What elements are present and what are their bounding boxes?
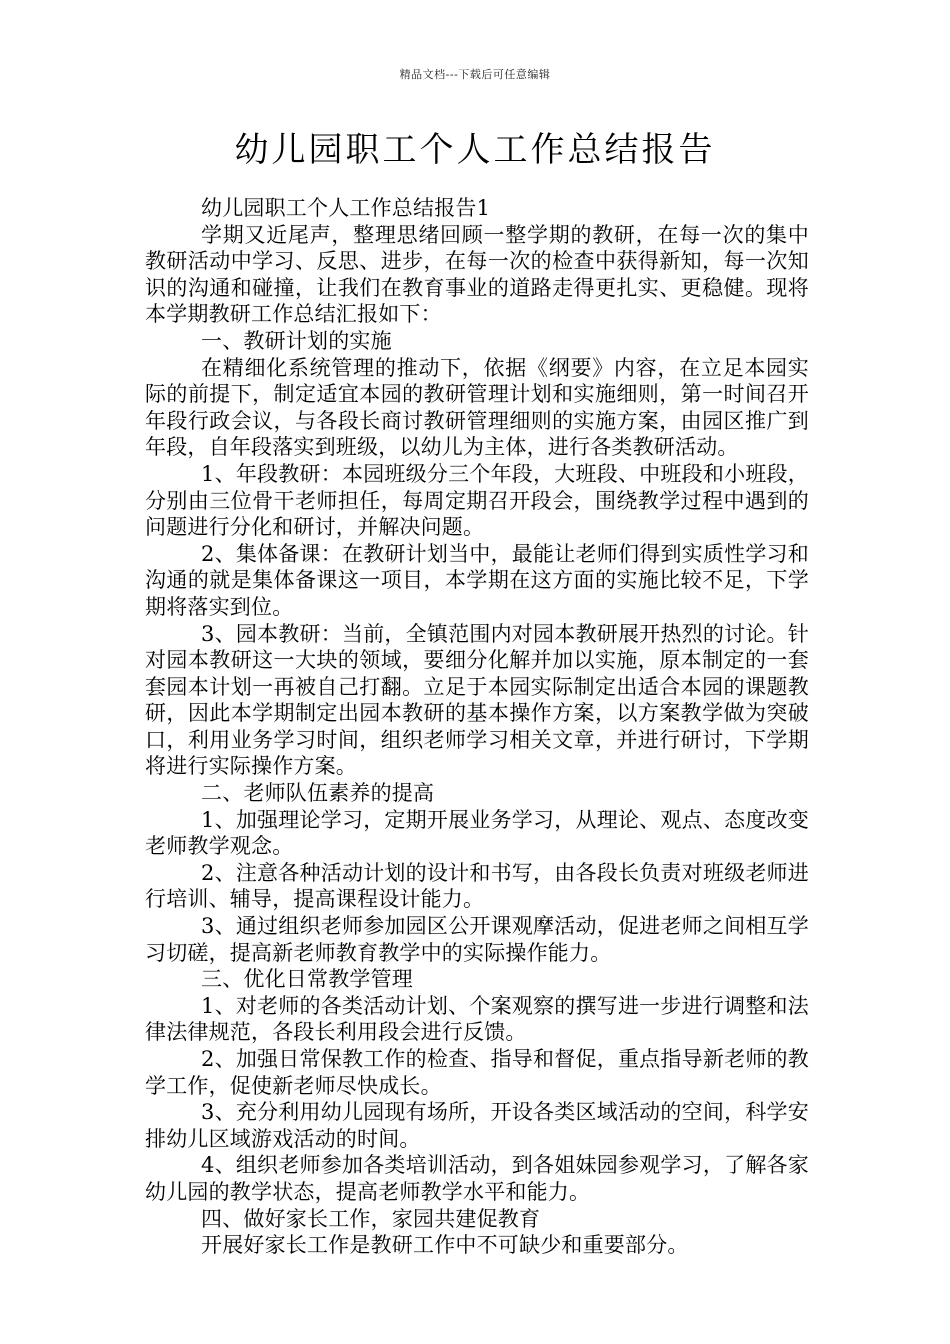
section-heading-2: 二、老师队伍素养的提高 <box>201 781 435 806</box>
list-item: 3、通过组织老师参加园区公开课观摩活动，促进老师之间相互学习切磋，提高新老师教育教学中的实际操作能力。 <box>145 914 809 965</box>
document-title: 幼儿园职工个人工作总结报告 <box>234 130 716 170</box>
paragraph: 开展好家长工作是教研工作中不可缺少和重要部分。 <box>201 1233 689 1258</box>
document-body <box>145 195 809 1259</box>
list-item: 4、组织老师参加各类培训活动，到各姐妹园参观学习，了解各家幼儿园的教学状态，提高老师教学水平和能力。 <box>145 1153 809 1204</box>
list-item: 3、充分利用幼儿园现有场所，开设各类区域活动的空间，科学安排幼儿区域游戏活动的时间。 <box>145 1100 809 1151</box>
list-item: 1、年段教研：本园班级分三个年段，大班段、中班段和小班段，分别由三位骨干老师担任，每周定期召开段会，围绕教学过程中遇到的问题进行分化和研讨，并解决问题。 <box>145 461 809 540</box>
paragraph: 在精细化系统管理的推动下，依据《纲要》内容，在立足本园实际的前提下，制定适宜本园的教研管理计划和实施细则，第一时间召开年段行政会议，与各段长商讨教研管理细则的实施方案，由园区推广到年段，自年段落实到班级，以幼儿为主体，进行各类教研活动。 <box>145 355 809 460</box>
intro-paragraph: 学期又近尾声，整理思绪回顾一整学期的教研，在每一次的集中教研活动中学习、反思、进步，在每一次的检查中获得新知，每一次知识的沟通和碰撞，让我们在教育事业的道路走得更扎实、更稳健。现将本学期教研工作总结汇报如下： <box>145 222 809 327</box>
section-heading-3: 三、优化日常教学管理 <box>201 967 413 992</box>
list-item: 1、对老师的各类活动计划、个案观察的撰写进一步进行调整和法律法律规范，各段长利用段会进行反馈。 <box>145 993 809 1045</box>
list-item: 3、园本教研：当前，全镇范围内对园本教研展开热烈的讨论。针对园本教研这一大块的领域，要细分化解并加以实施，原本制定的一套套园本计划一再被自己打翻。立足于本园实际制定出适合本园的课题教研，因此本学期制定出园本教研的基本操作方案，以方案教学做为突破口，利用业务学习时间，组织老师学习相关文章，并进行研讨，下学期将进行实际操作方案。 <box>145 621 809 779</box>
list-item: 2、集体备课：在教研计划当中，最能让老师们得到实质性学习和沟通的就是集体备课这一项目，本学期在这方面的实施比较不足，下学期将落实到位。 <box>145 541 809 619</box>
list-item: 1、加强理论学习，定期开展业务学习，从理论、观点、态度改变老师教学观念。 <box>145 807 809 859</box>
list-item: 2、加强日常保教工作的检查、指导和督促，重点指导新老师的教学工作，促使新老师尽快成长。 <box>145 1047 809 1098</box>
report-subtitle: 幼儿园职工个人工作总结报告1 <box>201 196 491 220</box>
list-item: 2、注意各种活动计划的设计和书写，由各段长负责对班级老师进行培训、辅导，提高课程设计能力。 <box>145 860 809 912</box>
header-note: 精品文档---下载后可任意编辑 <box>399 68 551 81</box>
section-heading-4: 四、做好家长工作，家园共建促教育 <box>201 1206 541 1231</box>
section-heading-1: 一、教研计划的实施 <box>201 328 392 353</box>
